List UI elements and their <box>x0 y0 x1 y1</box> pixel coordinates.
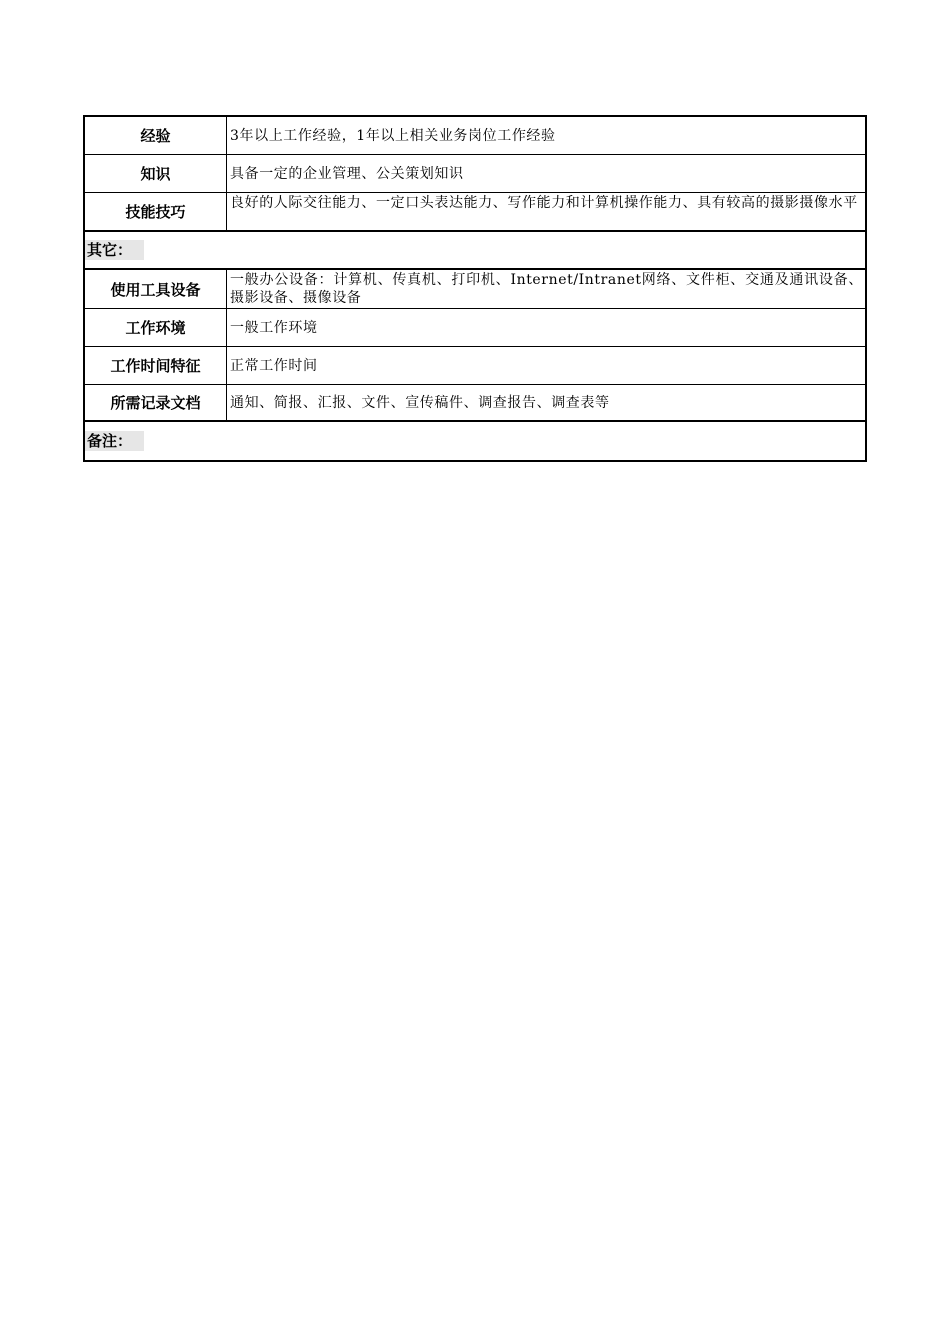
row-label: 工作时间特征 <box>85 347 227 384</box>
table-row-experience <box>85 117 865 155</box>
job-spec-table <box>83 115 867 462</box>
section-title: 备注： <box>85 431 144 451</box>
row-value: 具备一定的企业管理、公关策划知识 <box>230 165 464 182</box>
row-label: 经验 <box>85 117 227 154</box>
row-label: 工作环境 <box>85 309 227 346</box>
row-value: 通知、简报、汇报、文件、宣传稿件、调查报告、调查表等 <box>230 394 610 411</box>
row-label: 知识 <box>85 155 227 192</box>
row-label: 使用工具设备 <box>85 270 227 308</box>
row-label: 所需记录文档 <box>85 385 227 420</box>
section-title: 其它： <box>85 240 144 260</box>
table-row-environment <box>85 309 865 347</box>
section-header-other <box>85 232 865 270</box>
table-row-documents <box>85 385 865 422</box>
table-row-tools <box>85 270 865 309</box>
table-row-work-time <box>85 347 865 385</box>
row-value: 3年以上工作经验，1年以上相关业务岗位工作经验 <box>230 127 556 144</box>
section-header-notes <box>85 422 865 460</box>
row-value: 正常工作时间 <box>230 357 318 374</box>
table-row-skills <box>85 193 865 232</box>
row-label: 技能技巧 <box>85 193 227 230</box>
row-value: 良好的人际交往能力、一定口头表达能力、写作能力和计算机操作能力、具有较高的摄影摄像水平 <box>230 195 858 211</box>
row-value: 一般工作环境 <box>230 319 318 336</box>
table-row-knowledge <box>85 155 865 193</box>
row-value: 一般办公设备：计算机、传真机、打印机、Internet/Intranet网络、文件柜、交通及通讯设备、摄影设备、摄像设备 <box>230 272 863 306</box>
